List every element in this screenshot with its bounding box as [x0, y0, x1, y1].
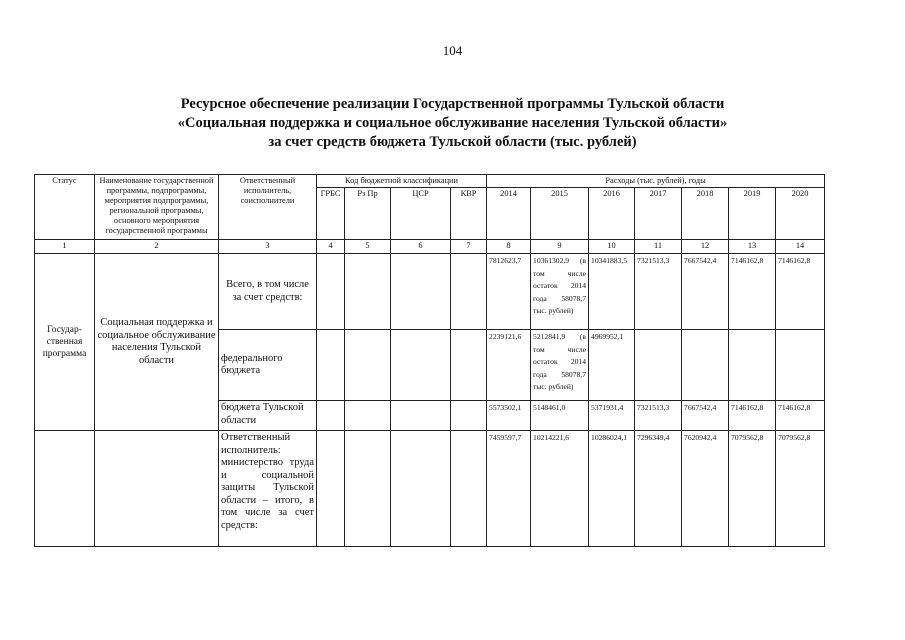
col-number: 4: [317, 240, 345, 254]
header-status: Статус: [35, 175, 95, 240]
value-2020: 7146162,8: [776, 401, 825, 431]
header-budget-code: Код бюджетной классификации: [317, 175, 487, 188]
value-2014: 2239121,6: [487, 330, 531, 401]
col-number: 12: [682, 240, 729, 254]
title-line-2: «Социальная поддержка и социальное обслуживание населения Тульской области»: [177, 115, 728, 131]
value-2018: 7620942,4: [682, 431, 729, 547]
value-2017: 7321513,3: [635, 254, 682, 330]
col-number: 13: [729, 240, 776, 254]
header-rzpr: Рз Пр: [345, 188, 391, 240]
value-2018: 7667542,4: [682, 254, 729, 330]
col-number: 7: [451, 240, 487, 254]
value-2019: 7146162,8: [729, 254, 776, 330]
header-year: 2018: [682, 188, 729, 240]
col-number: 2: [95, 240, 219, 254]
row-label: Всего, в том числе за счет средств:: [219, 254, 317, 330]
title-line-1: Ресурсное обеспечение реализации Государственной программы Тульской области: [180, 96, 725, 112]
header-year: 2017: [635, 188, 682, 240]
header-responsible: Ответственный исполнитель, соисполнители: [219, 175, 317, 240]
col-number: 14: [776, 240, 825, 254]
col-number: 8: [487, 240, 531, 254]
table-row-total: [35, 254, 825, 330]
value-2016: 4969952,1: [589, 330, 635, 401]
col-number: 10: [589, 240, 635, 254]
value-2019: [729, 330, 776, 401]
col-number: 11: [635, 240, 682, 254]
document-title: [0, 95, 905, 152]
value-2017: 7296349,4: [635, 431, 682, 547]
header-year: 2016: [589, 188, 635, 240]
resource-table: [34, 174, 825, 547]
program-status: Государ-ственная программа: [35, 254, 95, 431]
table-row-executor: [35, 431, 825, 547]
value-2015: 10214221,6: [531, 431, 589, 547]
value-2017: 7321513,3: [635, 401, 682, 431]
col-number: 5: [345, 240, 391, 254]
header-year: 2019: [729, 188, 776, 240]
value-2019: 7146162,8: [729, 401, 776, 431]
value-2016: 5371931,4: [589, 401, 635, 431]
header-year: 2014: [487, 188, 531, 240]
value-2020: 7146162,8: [776, 254, 825, 330]
value-2018: [682, 330, 729, 401]
value-2015: 5212841,9 (в том числе остаток 2014 года 58078,7 тыс. рублей): [531, 330, 589, 401]
col-number: 9: [531, 240, 589, 254]
value-2014: 5573502,1: [487, 401, 531, 431]
value-2015: 10361302,9 (в том числе остаток 2014 года 58078,7 тыс. рублей): [531, 254, 589, 330]
header-expenses: Расходы (тыс. рублей), годы: [487, 175, 825, 188]
value-2020: 7079562,8: [776, 431, 825, 547]
row-label: федерального бюджета: [219, 330, 317, 401]
value-2016: 10341883,5: [589, 254, 635, 330]
column-number-row: [35, 240, 825, 254]
value-2020: [776, 330, 825, 401]
page-number: 104: [442, 43, 463, 58]
row-label: бюджета Тульской области: [219, 401, 317, 431]
col-number: 3: [219, 240, 317, 254]
header-csr: ЦСР: [391, 188, 451, 240]
header-row-1: [35, 175, 825, 188]
value-2017: [635, 330, 682, 401]
value-2018: 7667542,4: [682, 401, 729, 431]
header-kvr: КВР: [451, 188, 487, 240]
header-year: 2020: [776, 188, 825, 240]
value-2015: 5148461,0: [531, 401, 589, 431]
header-year: 2015: [531, 188, 589, 240]
col-number: 1: [35, 240, 95, 254]
program-name: Социальная поддержка и социальное обслуживание населения Тульской области: [95, 254, 219, 431]
value-2014: 7459597,7: [487, 431, 531, 547]
value-2014: 7812623,7: [487, 254, 531, 330]
title-line-3: за счет средств бюджета Тульской области (тыс. рублей): [268, 134, 637, 150]
col-number: 6: [391, 240, 451, 254]
value-2016: 10286024,1: [589, 431, 635, 547]
value-2019: 7079562,8: [729, 431, 776, 547]
header-name: Наименование государственной программы, подпрограммы, мероприятия подпрограммы, региональной программы, основного мероприятия государственной программы: [95, 175, 219, 240]
row-label: Ответственный исполнитель: министерство труда и социальной защиты Тульской области – итого, в том числе за счет средств:: [219, 431, 317, 547]
header-grbs: ГРБС: [317, 188, 345, 240]
